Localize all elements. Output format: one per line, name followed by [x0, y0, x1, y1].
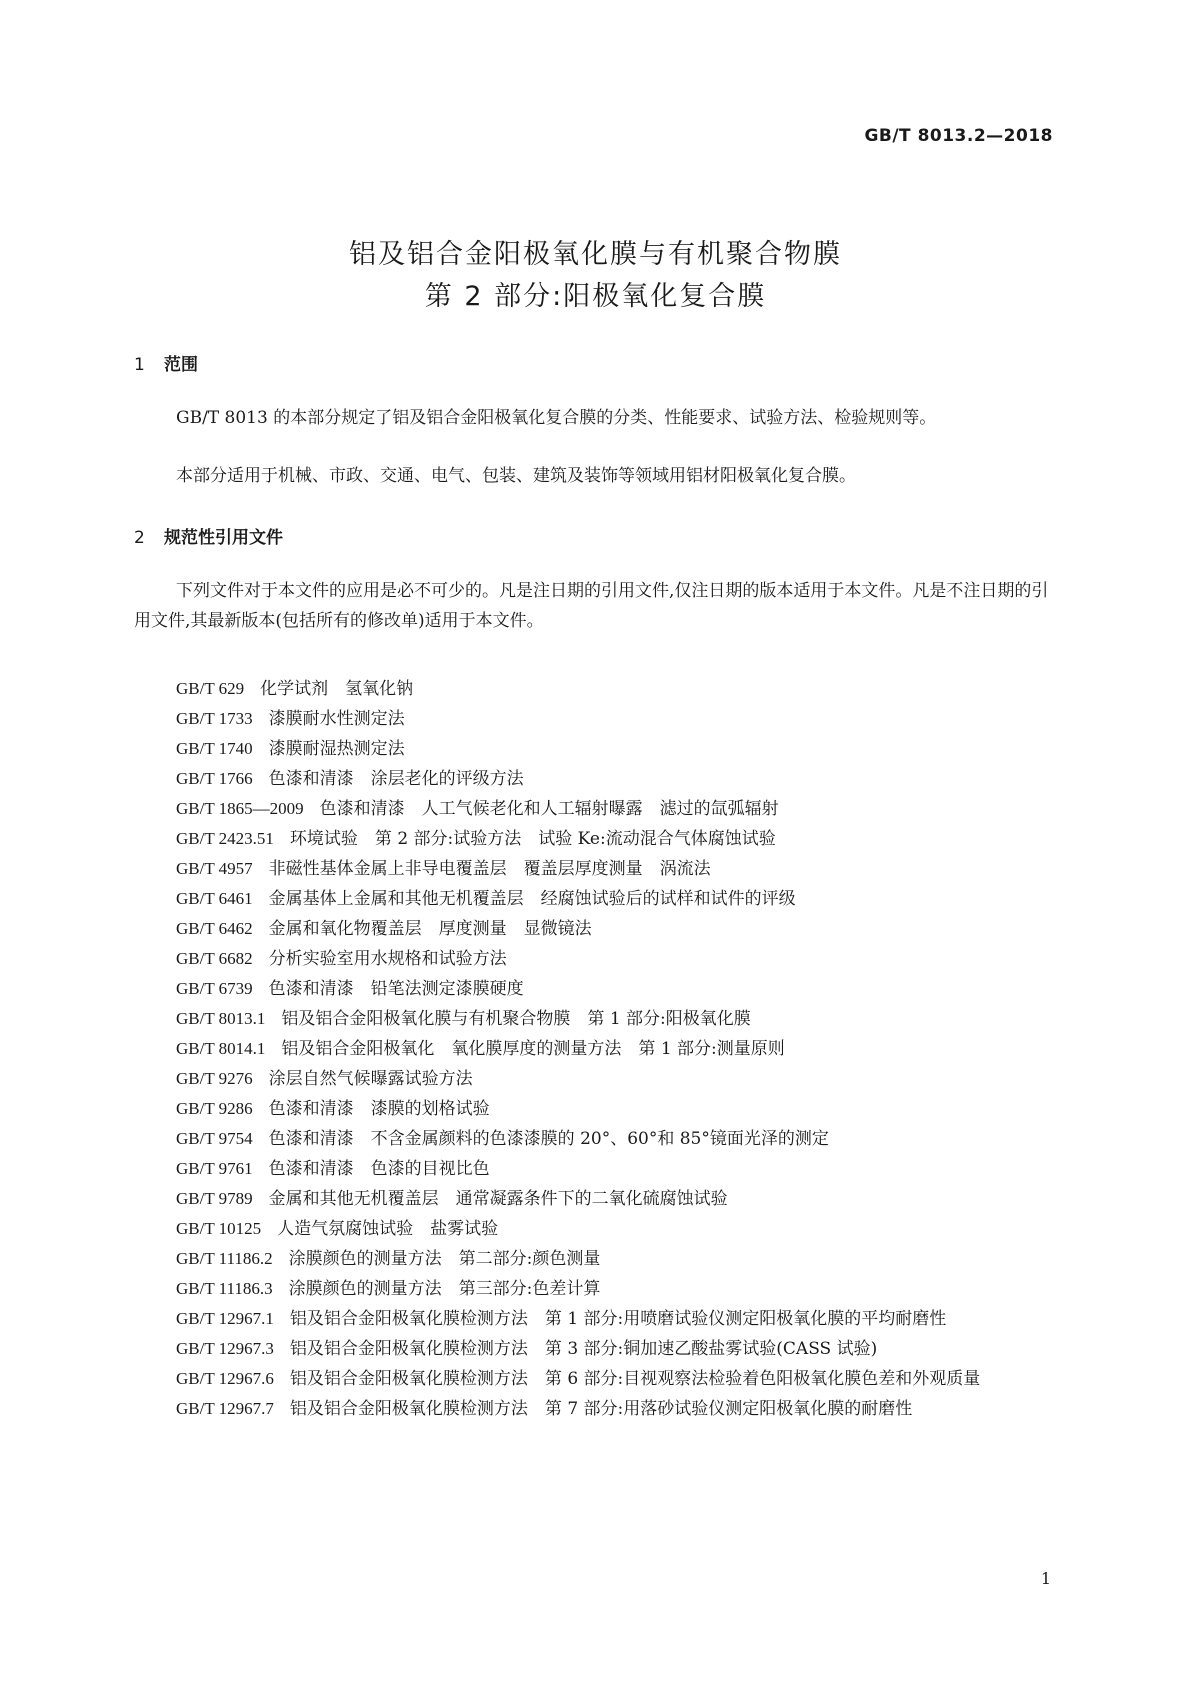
reference-code: GB/T 12967.1 — [176, 1309, 274, 1328]
reference-code: GB/T 9754 — [176, 1129, 253, 1148]
reference-entry — [134, 704, 1056, 734]
reference-entry — [134, 794, 1056, 824]
reference-entry — [134, 974, 1056, 1004]
reference-code: GB/T 6461 — [176, 889, 253, 908]
scope-paragraph: GB/T 8013 的本部分规定了铝及铝合金阳极氧化复合膜的分类、性能要求、试验方法、检验规则等。 — [176, 408, 937, 428]
reference-title: 涂膜颜色的测量方法 第三部分:色差计算 — [288, 1279, 601, 1299]
reference-title: 铝及铝合金阳极氧化膜检测方法 第 7 部分:用落砂试验仪测定阳极氧化膜的耐磨性 — [289, 1399, 913, 1419]
reference-title: 色漆和清漆 涂层老化的评级方法 — [268, 769, 524, 789]
reference-entry — [134, 764, 1056, 794]
reference-title: 金属和氧化物覆盖层 厚度测量 显微镜法 — [268, 919, 592, 939]
reference-title: 分析实验室用水规格和试验方法 — [268, 949, 507, 969]
reference-list — [134, 674, 1056, 1424]
reference-entry — [134, 1124, 1056, 1154]
reference-code: GB/T 9286 — [176, 1099, 253, 1118]
reference-code: GB/T 6739 — [176, 979, 253, 998]
reference-code: GB/T 9276 — [176, 1069, 253, 1088]
section-number: 1 — [134, 355, 145, 375]
reference-title: 铝及铝合金阳极氧化膜检测方法 第 1 部分:用喷磨试验仪测定阳极氧化膜的平均耐磨性 — [289, 1309, 947, 1329]
reference-code: GB/T 8013.1 — [176, 1009, 266, 1028]
reference-entry — [134, 1364, 1056, 1394]
reference-entry — [134, 854, 1056, 884]
reference-code: GB/T 1865—2009 — [176, 799, 304, 818]
reference-entry — [134, 1004, 1056, 1034]
reference-entry — [134, 1214, 1056, 1244]
reference-entry — [134, 1154, 1056, 1184]
reference-code: GB/T 11186.2 — [176, 1249, 273, 1268]
reference-title: 金属和其他无机覆盖层 通常凝露条件下的二氧化硫腐蚀试验 — [268, 1189, 728, 1209]
reference-title: 色漆和清漆 人工气候老化和人工辐射曝露 滤过的氙弧辐射 — [319, 799, 779, 819]
reference-title: 涂层自然气候曝露试验方法 — [268, 1069, 473, 1089]
reference-entry — [134, 1094, 1056, 1124]
scope-paragraph: 本部分适用于机械、市政、交通、电气、包装、建筑及装饰等领域用铝材阳极氧化复合膜。 — [176, 466, 856, 486]
section-title: 规范性引用文件 — [164, 528, 283, 548]
section-title: 范围 — [164, 355, 198, 375]
reference-title: 铝及铝合金阳极氧化膜与有机聚合物膜 第 1 部分:阳极氧化膜 — [281, 1009, 751, 1029]
reference-code: GB/T 10125 — [176, 1219, 262, 1238]
reference-entry — [134, 734, 1056, 764]
reference-entry — [134, 1064, 1056, 1094]
section-heading-normative-references — [134, 523, 283, 548]
reference-title: 铝及铝合金阳极氧化 氧化膜厚度的测量方法 第 1 部分:测量原则 — [281, 1039, 785, 1059]
reference-title: 色漆和清漆 不含金属颜料的色漆漆膜的 20°、60°和 85°镜面光泽的测定 — [268, 1129, 829, 1149]
reference-title: 漆膜耐湿热测定法 — [268, 739, 405, 759]
document-title: 铝及铝合金阳极氧化膜与有机聚合物膜 — [349, 239, 842, 270]
reference-title: 非磁性基体金属上非导电覆盖层 覆盖层厚度测量 涡流法 — [268, 859, 711, 879]
reference-entry — [134, 674, 1056, 704]
reference-title: 色漆和清漆 色漆的目视比色 — [268, 1159, 490, 1179]
reference-title: 金属基体上金属和其他无机覆盖层 经腐蚀试验后的试样和试件的评级 — [268, 889, 796, 909]
reference-code: GB/T 12967.6 — [176, 1369, 274, 1388]
reference-entry — [134, 1034, 1056, 1064]
reference-code: GB/T 1733 — [176, 709, 253, 728]
reference-entry — [134, 914, 1056, 944]
reference-entry — [134, 1304, 1056, 1334]
section-heading-scope — [134, 350, 198, 375]
document-subtitle: 第 2 部分:阳极氧化复合膜 — [424, 281, 767, 312]
reference-entry — [134, 1244, 1056, 1274]
reference-entry — [134, 1394, 1056, 1424]
reference-code: GB/T 12967.3 — [176, 1339, 274, 1358]
reference-code: GB/T 11186.3 — [176, 1279, 273, 1298]
reference-title: 人造气氛腐蚀试验 盐雾试验 — [277, 1219, 499, 1239]
reference-title: 色漆和清漆 铅笔法测定漆膜硬度 — [268, 979, 524, 999]
reference-title: 涂膜颜色的测量方法 第二部分:颜色测量 — [288, 1249, 601, 1269]
reference-entry — [134, 944, 1056, 974]
reference-title: 铝及铝合金阳极氧化膜检测方法 第 3 部分:铜加速乙酸盐雾试验(CASS 试验) — [289, 1339, 878, 1359]
page-number: 1 — [1040, 1569, 1051, 1588]
section-number: 2 — [134, 528, 145, 548]
reference-code: GB/T 6462 — [176, 919, 253, 938]
reference-title: 铝及铝合金阳极氧化膜检测方法 第 6 部分:目视观察法检验着色阳极氧化膜色差和外观质量 — [289, 1369, 981, 1389]
reference-entry — [134, 884, 1056, 914]
reference-code: GB/T 6682 — [176, 949, 253, 968]
reference-code: GB/T 8014.1 — [176, 1039, 266, 1058]
reference-code: GB/T 629 — [176, 679, 245, 698]
reference-title: 色漆和清漆 漆膜的划格试验 — [268, 1099, 490, 1119]
reference-entry — [134, 1184, 1056, 1214]
reference-code: GB/T 12967.7 — [176, 1399, 274, 1418]
reference-title: 化学试剂 氢氧化钠 — [260, 679, 414, 699]
reference-entry — [134, 1274, 1056, 1304]
standard-code: GB/T 8013.2—2018 — [864, 126, 1053, 146]
reference-code: GB/T 9761 — [176, 1159, 253, 1178]
reference-code: GB/T 9789 — [176, 1189, 253, 1208]
reference-title: 漆膜耐水性测定法 — [268, 709, 405, 729]
reference-code: GB/T 4957 — [176, 859, 253, 878]
reference-code: GB/T 2423.51 — [176, 829, 274, 848]
references-intro-paragraph: 下列文件对于本文件的应用是必不可少的。凡是注日期的引用文件,仅注日期的版本适用于本文件。凡是不注日期的引用文件,其最新版本(包括所有的修改单)适用于本文件。 — [134, 581, 1049, 631]
reference-code: GB/T 1740 — [176, 739, 253, 758]
reference-title: 环境试验 第 2 部分:试验方法 试验 Ke:流动混合气体腐蚀试验 — [289, 829, 776, 849]
reference-entry — [134, 1334, 1056, 1364]
reference-code: GB/T 1766 — [176, 769, 253, 788]
reference-entry — [134, 824, 1056, 854]
